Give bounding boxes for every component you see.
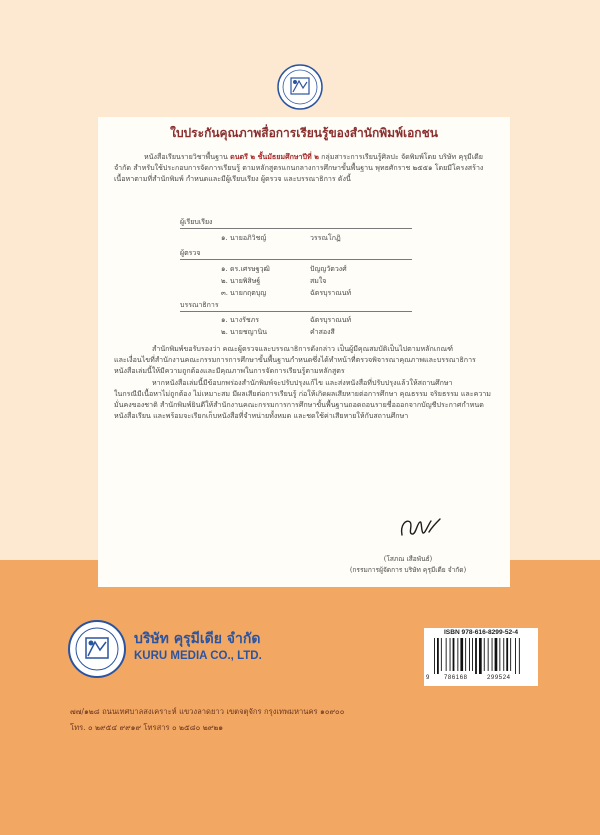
barcode-digits-left: 786168 <box>444 675 468 681</box>
author-name: นายอภิวิชญ์ <box>230 234 267 242</box>
reviewer-divider <box>180 259 412 260</box>
lower-band <box>0 560 600 835</box>
quality-certificate <box>98 117 510 587</box>
barcode-bar <box>460 638 463 671</box>
barcode-bar <box>499 638 500 671</box>
editor-num: ๒. <box>221 328 228 336</box>
book-title: ดนตรี ๒ ชั้นมัธยมศึกษาปีที่ ๒ <box>230 152 319 161</box>
barcode-bar <box>506 638 508 671</box>
editor-surname: ฉัตรบุราณนท์ <box>310 316 352 324</box>
barcode-bar <box>488 638 489 671</box>
company-name-english: KURU MEDIA CO., LTD. <box>134 650 262 662</box>
barcode-bar <box>457 638 458 671</box>
company-name-thai: บริษัท คุรุมีเดีย จำกัด <box>134 631 261 647</box>
reviewer-name: ดร.เศรษฐวุฒิ <box>230 265 270 273</box>
reviewer-label: ผู้ตรวจ <box>180 249 201 257</box>
barcode-bar <box>453 638 455 671</box>
reviewer-name: นายกฤตบุญ <box>230 289 267 297</box>
intro-suffix: กลุ่มสาระการเรียนรู้ศิลปะ จัดพิมพ์โดย บริษัท คุรุมีเดีย จำกัด สำหรับใช้ประกอบการจัดการเรียนรู้ ตามหลักสูตรแกนกลางการศึกษาขั้นพื้นฐาน พุทธศักราช ๒๕๕๑ โดยมีโครงสร้างเนื้อหาตามที่สำนักพิมพ์ กำหนดและมีผู้เรียบเรียง ผู้ตรวจ และบรรณาธิการ ดังนี้ <box>114 152 484 184</box>
barcode-bar <box>469 638 470 671</box>
author-surname: วรรณโกฏิ <box>310 234 341 242</box>
barcode-bar <box>434 638 435 674</box>
barcode-bar <box>519 638 520 674</box>
barcode-digits-right: 299524 <box>487 675 511 681</box>
signatory-name: (โสภณ เสือพันธ์) <box>383 555 433 563</box>
publisher-address: ๗๗/๑๒๘ ถนนเทศบาลสงเคราะห์ แขวงลาดยาว เขตจตุจักร กรุงเทพมหานคร ๑๐๙๐๐ <box>70 707 345 716</box>
barcode-bar <box>503 638 504 671</box>
author-label: ผู้เรียบเรียง <box>180 218 213 226</box>
reviewer-surname: สมใจ <box>310 277 327 285</box>
guarantee-paragraph-1-rest: และเงื่อนไขที่สำนักงานคณะกรรมการการศึกษาขั้นพื้นฐานกำหนดซึ่งได้ทำหน้าที่ตรวจพิจารณาคุณภาพและบรรณาธิการหนังสือเล่มนี้ให้มีความถูกต้องและมีคุณภาพในการจัดการเรียนรู้ตามหลักสูตร <box>114 355 476 376</box>
reviewer-num: ๑. <box>221 265 228 273</box>
author-divider <box>180 228 412 229</box>
reviewer-surname: ฉัตรบุราณนท์ <box>310 289 352 297</box>
barcode-bar <box>437 638 439 674</box>
editor-num: ๑. <box>221 316 228 324</box>
guarantee-paragraph-2-line-1: หากหนังสือเล่มนี้มีข้อบกพร่องสำนักพิมพ์จะปรับปรุงแก้ไข และส่งหนังสือที่ปรับปรุงแล้วให้สถานศึกษา <box>152 377 453 387</box>
kuru-media-logo <box>68 620 126 678</box>
signatory-title: (กรรมการผู้จัดการ บริษัท คุรุมีเดีย จำกัด) <box>349 566 467 574</box>
guarantee-paragraph-1-line-1: สำนักพิมพ์ขอรับรองว่า คณะผู้ตรวจและบรรณาธิการดังกล่าว เป็นผู้มีคุณสมบัติเป็นไปตามหลักเกณฑ์ <box>152 344 453 353</box>
kuru-media-logo-top <box>277 64 323 110</box>
barcode-bar <box>484 638 485 671</box>
reviewer-name: นายพิสิษฐ์ <box>230 277 261 285</box>
barcode-icon <box>432 638 530 674</box>
editor-name: นายชญานิน <box>230 328 268 336</box>
editor-surname: คำสองสี <box>310 328 335 336</box>
barcode-bar <box>479 638 482 674</box>
barcode-bar <box>510 638 511 671</box>
intro-paragraph <box>114 151 496 185</box>
handwritten-signature <box>396 513 446 541</box>
barcode-bar <box>472 638 473 671</box>
barcode-digit-lead: 9 <box>426 675 430 681</box>
editor-label: บรรณาธิการ <box>180 301 219 309</box>
barcode-bar <box>446 638 447 671</box>
reviewer-num: ๒. <box>221 277 228 285</box>
isbn-number: ISBN 978-616-8299-52-4 <box>443 629 519 636</box>
intro-prefix: หนังสือเรียนรายวิชาพื้นฐาน <box>144 152 228 161</box>
editor-divider <box>180 311 412 312</box>
barcode-bar <box>450 638 451 671</box>
barcode-bar <box>465 638 466 671</box>
author-num: ๑. <box>221 234 228 242</box>
publisher-phone: โทร. ๐ ๒๙๕๔ ๙๙๑๙ โทรสาร ๐ ๒๕๘๐ ๒๙๒๑ <box>70 723 224 732</box>
barcode-bar <box>495 638 498 671</box>
barcode-bar <box>441 638 442 671</box>
reviewer-surname: ปัญญวัตวงศ์ <box>310 265 347 273</box>
reviewer-num: ๓. <box>221 289 229 297</box>
certificate-title: ใบประกันคุณภาพสื่อการเรียนรู้ของสำนักพิมพ์เอกชน <box>170 126 438 140</box>
editor-name: นางรัชภร <box>230 316 260 324</box>
guarantee-paragraph-2-rest: ในกรณีมีเนื้อหาไม่ถูกต้อง ไม่เหมาะสม มีผลเสียต่อการเรียนรู้ ก่อให้เกิดผลเสียหายต่อการศึกษา คุณธรรม จริยธรรม และความมั่นคงของชาติ สำนักพิมพ์ยินดีให้สำนักงานคณะกรรมการการศึกษาขั้นพื้นฐานถอดถอนรายชื่อออกจากบัญชีประกาศกำหนดหนังสือเรียน และพร้อมจะเรียกเก็บหนังสือที่จำหน่ายทั้งหมด และชดใช้ค่าเสียหายให้กับสถานศึกษา <box>114 388 491 421</box>
barcode-bar <box>492 638 493 671</box>
isbn-barcode <box>424 628 538 686</box>
barcode-bar <box>515 638 516 674</box>
barcode-bar <box>475 638 477 674</box>
